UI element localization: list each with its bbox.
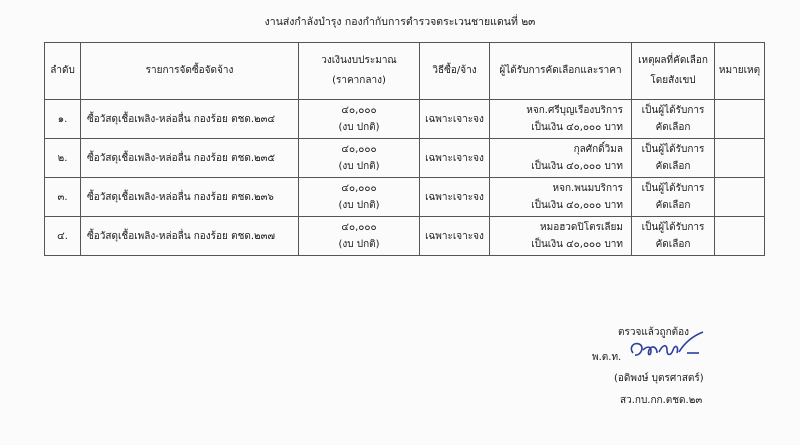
header-item: รายการจัดซื้อจัดจ้าง xyxy=(81,43,299,100)
row-reason-line2: คัดเลือก xyxy=(655,161,691,172)
header-budget xyxy=(299,43,420,100)
row-vendor: หจก.ศรีบุญเรืองบริการ xyxy=(526,105,623,116)
header-no: ลำดับ xyxy=(45,43,81,100)
row-selected xyxy=(490,217,632,256)
row-vendor: กุลศักดิ์วิมล xyxy=(573,144,623,155)
header-budget-line2: (ราคากลาง) xyxy=(332,75,386,86)
row-vendor: หจก.พนมบริการ xyxy=(552,183,623,194)
row-method: เฉพาะเจาะจง xyxy=(420,178,490,217)
row-budget xyxy=(299,100,420,139)
header-reason-line1: เหตุผลที่คัดเลือก xyxy=(638,55,708,66)
signer-position: สว.กบ.กก.ตชด.๒๓ xyxy=(620,395,703,406)
row-budget-source: (งบ ปกติ) xyxy=(338,122,380,133)
row-reason xyxy=(632,100,715,139)
row-method: เฉพาะเจาะจง xyxy=(420,217,490,256)
row-price: เป็นเงิน ๔๐,๐๐๐ บาท xyxy=(531,161,623,172)
row-reason-line1: เป็นผู้ได้รับการ xyxy=(641,183,705,194)
signer-name: (อดิพงษ์ บุตรศาสตร์) xyxy=(614,373,704,384)
header-method: วิธีซื้อ/จ้าง xyxy=(420,43,490,100)
row-item: ซื้อวัสดุเชื้อเพลิง-หล่อลื่น กองร้อย ตชด.๒๓๖ xyxy=(81,178,299,217)
row-reason-line1: เป็นผู้ได้รับการ xyxy=(641,144,705,155)
row-no: ๔. xyxy=(45,217,81,256)
table-row xyxy=(45,139,765,178)
row-budget xyxy=(299,139,420,178)
table-row xyxy=(45,178,765,217)
row-price: เป็นเงิน ๔๐,๐๐๐ บาท xyxy=(531,122,623,133)
row-no: ๑. xyxy=(45,100,81,139)
verified-text: ตรวจแล้วถูกต้อง xyxy=(618,327,690,338)
row-budget-amount: ๔๐,๐๐๐ xyxy=(341,222,377,233)
table-row xyxy=(45,100,765,139)
row-reason xyxy=(632,178,715,217)
rank-text: พ.ต.ท. xyxy=(592,352,622,363)
header-selected: ผู้ได้รับการคัดเลือกและราคา xyxy=(490,43,632,100)
header-budget-line1: วงเงินงบประมาณ xyxy=(321,55,397,66)
row-reason xyxy=(632,139,715,178)
row-note xyxy=(715,178,765,217)
row-item: ซื้อวัสดุเชื้อเพลิง-หล่อลื่น กองร้อย ตชด.๒๓๕ xyxy=(81,139,299,178)
row-budget xyxy=(299,217,420,256)
row-price: เป็นเงิน ๔๐,๐๐๐ บาท xyxy=(531,200,623,211)
row-reason-line2: คัดเลือก xyxy=(655,122,691,133)
row-reason-line2: คัดเลือก xyxy=(655,200,691,211)
row-method: เฉพาะเจาะจง xyxy=(420,139,490,178)
row-budget-source: (งบ ปกติ) xyxy=(338,239,380,250)
row-note xyxy=(715,100,765,139)
row-budget-source: (งบ ปกติ) xyxy=(338,200,380,211)
row-budget-amount: ๔๐,๐๐๐ xyxy=(341,183,377,194)
row-note xyxy=(715,217,765,256)
row-no: ๒. xyxy=(45,139,81,178)
row-vendor: หมอฮวดปิโตรเลียม xyxy=(540,222,623,233)
row-no: ๓. xyxy=(45,178,81,217)
row-price: เป็นเงิน ๔๐,๐๐๐ บาท xyxy=(531,239,623,250)
row-selected xyxy=(490,139,632,178)
row-selected xyxy=(490,100,632,139)
row-method: เฉพาะเจาะจง xyxy=(420,100,490,139)
table-header-row xyxy=(45,43,765,100)
row-reason xyxy=(632,217,715,256)
procurement-table xyxy=(44,42,765,256)
row-reason-line2: คัดเลือก xyxy=(655,239,691,250)
header-note: หมายเหตุ xyxy=(715,43,765,100)
row-reason-line1: เป็นผู้ได้รับการ xyxy=(641,222,705,233)
document-title: งานส่งกำลังบำรุง กองกำกับการตำรวจตระเวนชายแดนที่ ๒๓ xyxy=(264,16,536,28)
row-budget-source: (งบ ปกติ) xyxy=(338,161,380,172)
handwritten-signature xyxy=(627,326,717,366)
row-item: ซื้อวัสดุเชื้อเพลิง-หล่อลื่น กองร้อย ตชด.๒๓๔ xyxy=(81,100,299,139)
row-budget-amount: ๔๐,๐๐๐ xyxy=(341,105,377,116)
table-row xyxy=(45,217,765,256)
row-budget-amount: ๔๐,๐๐๐ xyxy=(341,144,377,155)
header-reason xyxy=(632,43,715,100)
row-selected xyxy=(490,178,632,217)
row-reason-line1: เป็นผู้ได้รับการ xyxy=(641,105,705,116)
row-budget xyxy=(299,178,420,217)
row-note xyxy=(715,139,765,178)
header-reason-line2: โดยสังเขป xyxy=(650,75,696,86)
row-item: ซื้อวัสดุเชื้อเพลิง-หล่อลื่น กองร้อย ตชด.๒๓๗ xyxy=(81,217,299,256)
